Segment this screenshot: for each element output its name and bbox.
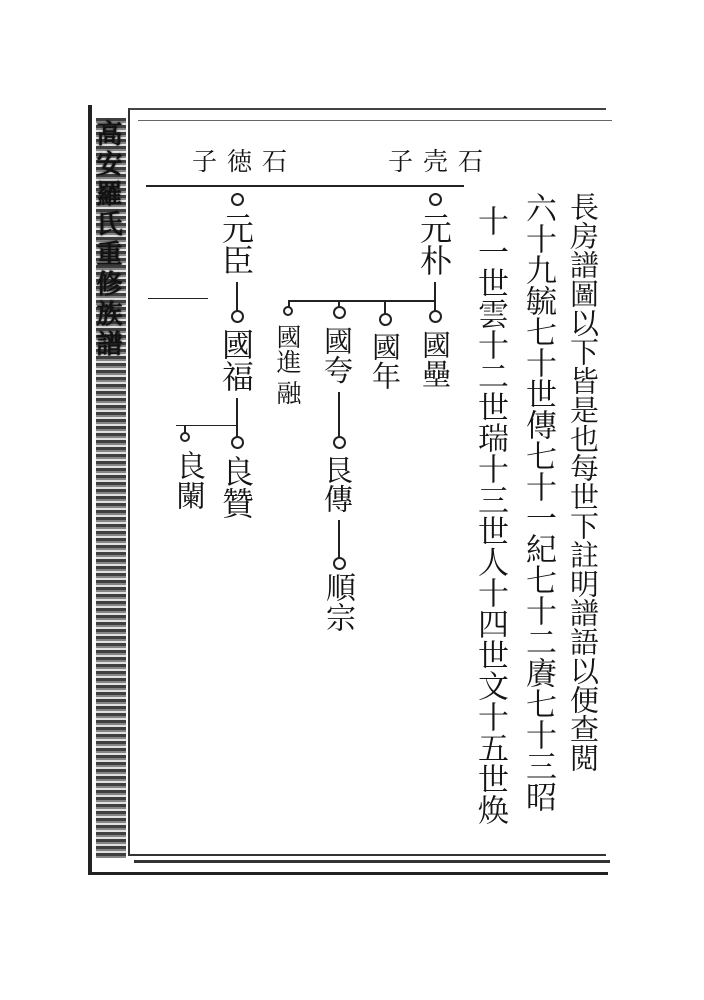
node-marker xyxy=(180,432,190,442)
node-marker xyxy=(429,193,442,206)
name-guoqi: 國夸 xyxy=(320,326,354,384)
branch-line xyxy=(338,520,340,560)
preface-column-2: 六十九毓七十世傳七十一紀七十二賡七十三昭 xyxy=(520,192,556,812)
name-genchuan: 艮傳 xyxy=(320,455,354,513)
name-yuanchen: 元臣 xyxy=(217,212,255,276)
node-marker xyxy=(333,306,346,319)
name-guojin: 國進 xyxy=(273,324,302,374)
node-marker xyxy=(231,193,244,206)
bottom-border-line xyxy=(134,860,610,863)
node-marker xyxy=(283,306,293,316)
node-marker xyxy=(231,436,244,449)
preface-column-3: 十一世雲十二世瑞十三世人十四世文十五世焕 xyxy=(472,205,508,825)
node-marker xyxy=(333,436,346,449)
branch-line xyxy=(384,300,386,314)
heading-right: 子壳石 xyxy=(388,147,494,176)
node-marker xyxy=(231,310,244,323)
name-guolei: 國壘 xyxy=(418,330,452,388)
name-yuanpu: 元朴 xyxy=(415,212,453,276)
branch-line xyxy=(236,398,238,438)
name-liangzan: 良贊 xyxy=(217,455,255,519)
branch-line xyxy=(338,392,340,438)
name-guonian: 國年 xyxy=(368,332,402,390)
preface-column-1: 長房譜圖以下皆是也每世下註明譜語以便查閲 xyxy=(566,192,600,772)
connector-line xyxy=(148,298,208,299)
heading-rule xyxy=(146,185,464,187)
node-marker xyxy=(333,557,346,570)
name-guofu: 國福 xyxy=(217,328,255,392)
heading-left: 子徳石 xyxy=(192,147,298,176)
branch-line xyxy=(434,282,436,312)
branch-line xyxy=(236,282,238,312)
name-lianglan: 良闌 xyxy=(170,450,205,510)
spine-title: 高安羅氏重修族譜 xyxy=(92,120,122,360)
node-marker xyxy=(429,310,442,323)
name-guojin-note: 融 xyxy=(273,380,302,405)
sibling-connector xyxy=(288,300,434,302)
name-shunzong: 順宗 xyxy=(320,572,355,632)
node-marker xyxy=(379,313,392,326)
